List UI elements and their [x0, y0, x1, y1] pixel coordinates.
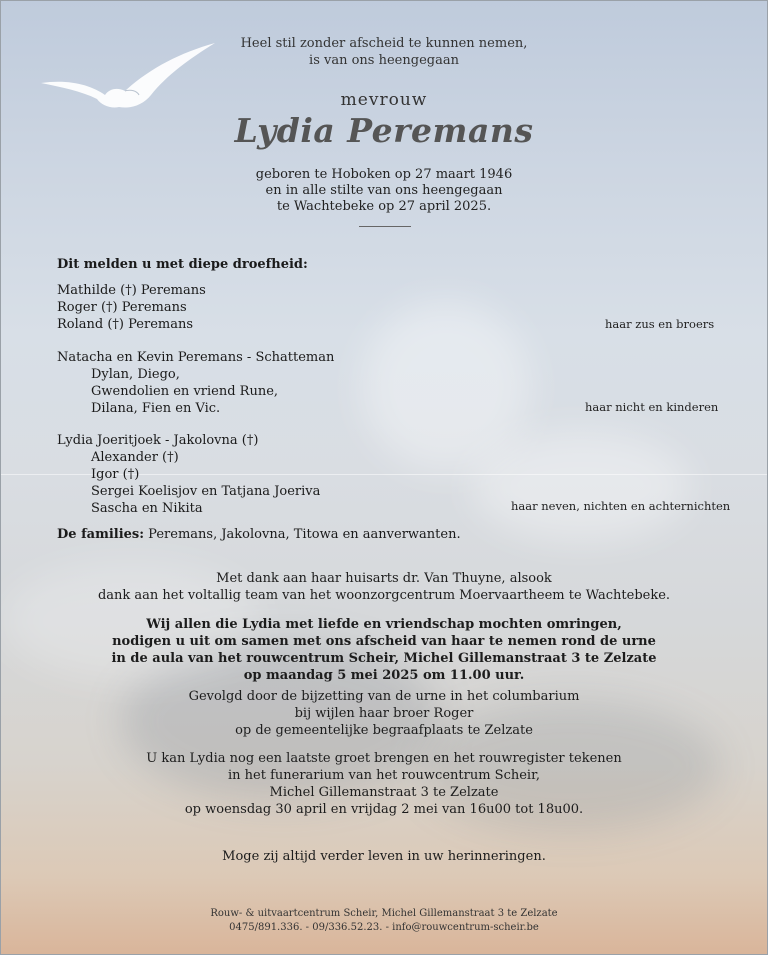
family-member: Alexander (†) — [91, 450, 179, 465]
family-group-nephews — [57, 432, 320, 517]
thanks-text: Met dank aan haar huisarts dr. Van Thuyne, alsook dank aan het voltallig team van het woonzorgcentrum Moervaartheem te Wachtebeke. — [97, 571, 671, 603]
families-line: De families: Peremans, Jakolovna, Titowa en aanverwanten. — [57, 527, 461, 542]
announcement: Dit melden u met diepe droefheid: — [57, 257, 308, 272]
family-member: Roger (†) Peremans — [57, 300, 187, 315]
relation-label: haar zus en broers — [605, 317, 715, 331]
burial-info: Gevolgd door de bijzetting van de urne in het columbarium bij wijlen haar broer Roger op de gemeentelijke begraafplaats te Zelzate — [188, 689, 580, 738]
family-member: Gwendolien en vriend Rune, — [91, 384, 279, 399]
family-group-niece — [57, 349, 334, 417]
cloud — [471, 431, 691, 541]
salutation: mevrouw — [340, 90, 428, 110]
footer-contact: Rouw- & uitvaartcentrum Scheir, Michel Gillemanstraat 3 te Zelzate 0475/891.336. - 09/336.52.23. - info@rouwcentrum-scheir.be — [210, 908, 558, 933]
family-member: Dilana, Fien en Vic. — [91, 401, 221, 416]
visitation-info: U kan Lydia nog een laatste groet brengen en het rouwregister tekenen in het funerarium van het rouwcentrum Scheir, Michel Gillemanstraat 3 te Zelzate op woensdag 30 april en vrijdag 2 mei van 16u00 tot 18u00. — [146, 751, 622, 817]
family-member: Mathilde (†) Peremans — [57, 283, 206, 298]
family-member: Dylan, Diego, — [91, 367, 180, 382]
family-member: Roland (†) Peremans — [57, 317, 194, 332]
deceased-name: Lydia Peremans — [234, 111, 534, 150]
family-member: Sascha en Nikita — [91, 501, 203, 516]
ceremony-invitation: Wij allen die Lydia met liefde en vriendschap mochten omringen, nodigen u uit om samen met ons afscheid van haar te nemen rond de urne in de aula van het rouwcentrum Scheir, Michel Gillemanstraat 3 te Zelzate op maandag 5 mei 2025 om 11.00 uur. — [111, 617, 657, 683]
birth-death-info: geboren te Hoboken op 27 maart 1946 en in alle stilte van ons heengegaan te Wachtebeke op 27 april 2025. — [255, 167, 513, 214]
family-member: Igor (†) — [91, 467, 140, 482]
family-member: Lydia Joeritjoek - Jakolovna (†) — [57, 433, 259, 448]
relation-label: haar neven, nichten en achternichten — [511, 499, 731, 513]
relation-label: haar nicht en kinderen — [585, 400, 719, 414]
intro-text: Heel stil zonder afscheid te kunnen nemen, is van ons heengegaan — [240, 36, 528, 68]
family-group-siblings — [57, 282, 206, 333]
memorial-wish: Moge zij altijd verder leven in uw herinneringen. — [222, 849, 546, 864]
divider — [359, 226, 411, 227]
family-member: Natacha en Kevin Peremans - Schatteman — [57, 350, 335, 365]
family-member: Sergei Koelisjov en Tatjana Joeriva — [91, 484, 321, 499]
